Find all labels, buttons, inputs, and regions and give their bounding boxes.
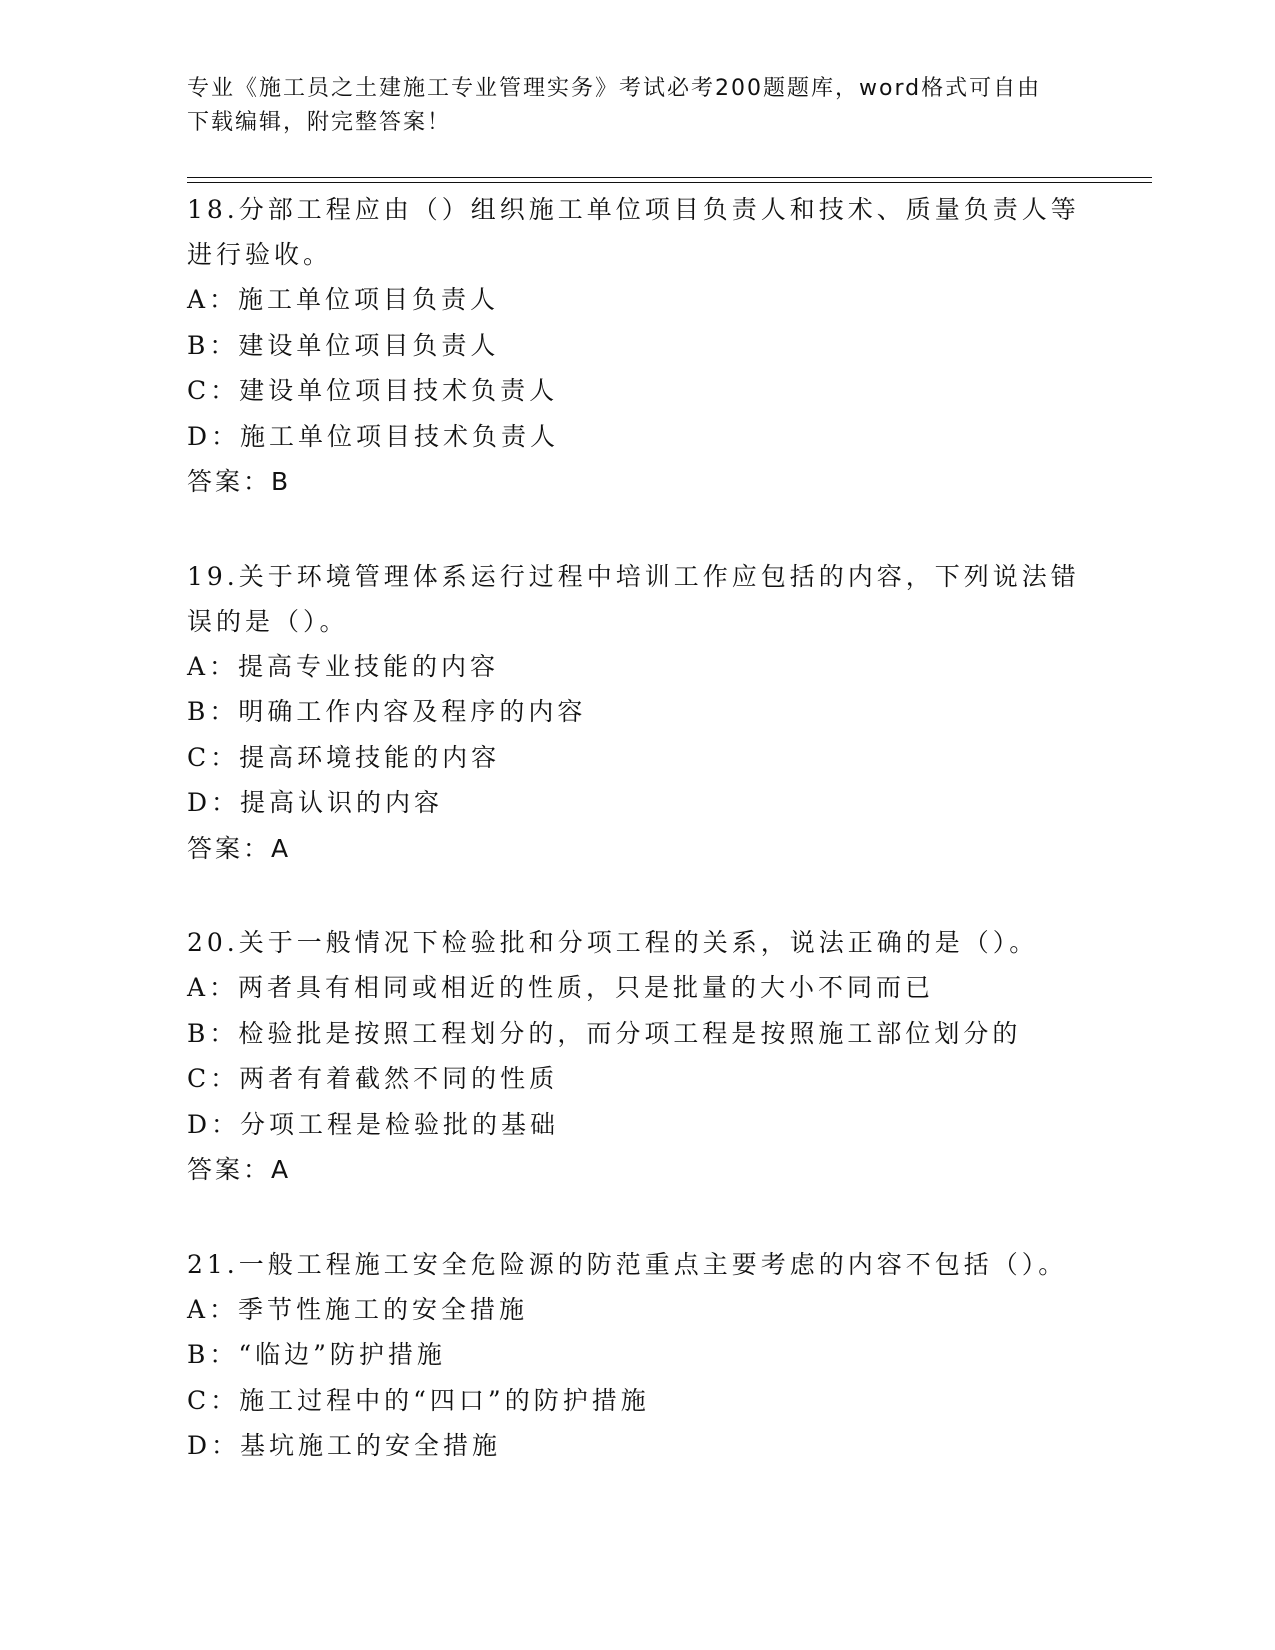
header-divider-bottom (187, 182, 1152, 183)
question-stem-line: 18.分部工程应由（）组织施工单位项目负责人和技术、质量负责人等 (187, 195, 1080, 224)
question-stem-line: 误的是（）。 (187, 606, 349, 636)
question-stem (187, 920, 1087, 965)
answer: 答案：A (187, 833, 292, 863)
option-a: A：提高专业技能的内容 (187, 651, 500, 681)
question-21 (187, 1242, 1087, 1469)
question-stem-line: 进行验收。 (187, 240, 333, 269)
option-c: C：施工过程中的“四口”的防护措施 (187, 1385, 650, 1415)
option-d: D：分项工程是检验批的基础 (187, 1109, 560, 1139)
question-19 (187, 554, 1087, 872)
question-stem (187, 554, 1087, 644)
option-c: C：两者有着截然不同的性质 (187, 1064, 559, 1093)
question-stem (187, 1242, 1087, 1287)
question-stem-line: 21.一般工程施工安全危险源的防范重点主要考虑的内容不包括（）。 (187, 1249, 1068, 1279)
option-d: D：施工单位项目技术负责人 (187, 421, 560, 451)
question-list (187, 187, 1087, 1518)
option-c: C：提高环境技能的内容 (187, 742, 501, 772)
option-a: A：施工单位项目负责人 (187, 285, 500, 314)
option-d: D：基坑施工的安全措施 (187, 1431, 502, 1460)
question-18 (187, 187, 1087, 505)
question-20 (187, 920, 1087, 1193)
question-stem-line: 20.关于一般情况下检验批和分项工程的关系，说法正确的是（）。 (187, 928, 1039, 957)
option-b: B：明确工作内容及程序的内容 (187, 697, 587, 726)
header-divider-top (187, 177, 1152, 178)
option-a: A：两者具有相同或相近的性质，只是批量的大小不同而已 (187, 973, 935, 1002)
answer: 答案：B (187, 467, 292, 496)
question-stem (187, 187, 1087, 277)
header-line-1: 专业《施工员之土建施工专业管理实务》考试必考200题题库，word格式可自由 (187, 76, 1042, 101)
option-a: A：季节性施工的安全措施 (187, 1294, 529, 1324)
option-c: C：建设单位项目技术负责人 (187, 376, 559, 405)
header-line-2: 下载编辑，附完整答案！ (187, 110, 452, 135)
document-header (187, 72, 1067, 140)
answer: 答案：A (187, 1155, 292, 1184)
option-b: B：“临边”防护措施 (187, 1340, 446, 1369)
option-d: D：提高认识的内容 (187, 788, 444, 817)
option-b: B：建设单位项目负责人 (187, 330, 500, 360)
option-b: B：检验批是按照工程划分的，而分项工程是按照施工部位划分的 (187, 1018, 1022, 1048)
question-stem-line: 19.关于环境管理体系运行过程中培训工作应包括的内容，下列说法错 (187, 561, 1080, 591)
